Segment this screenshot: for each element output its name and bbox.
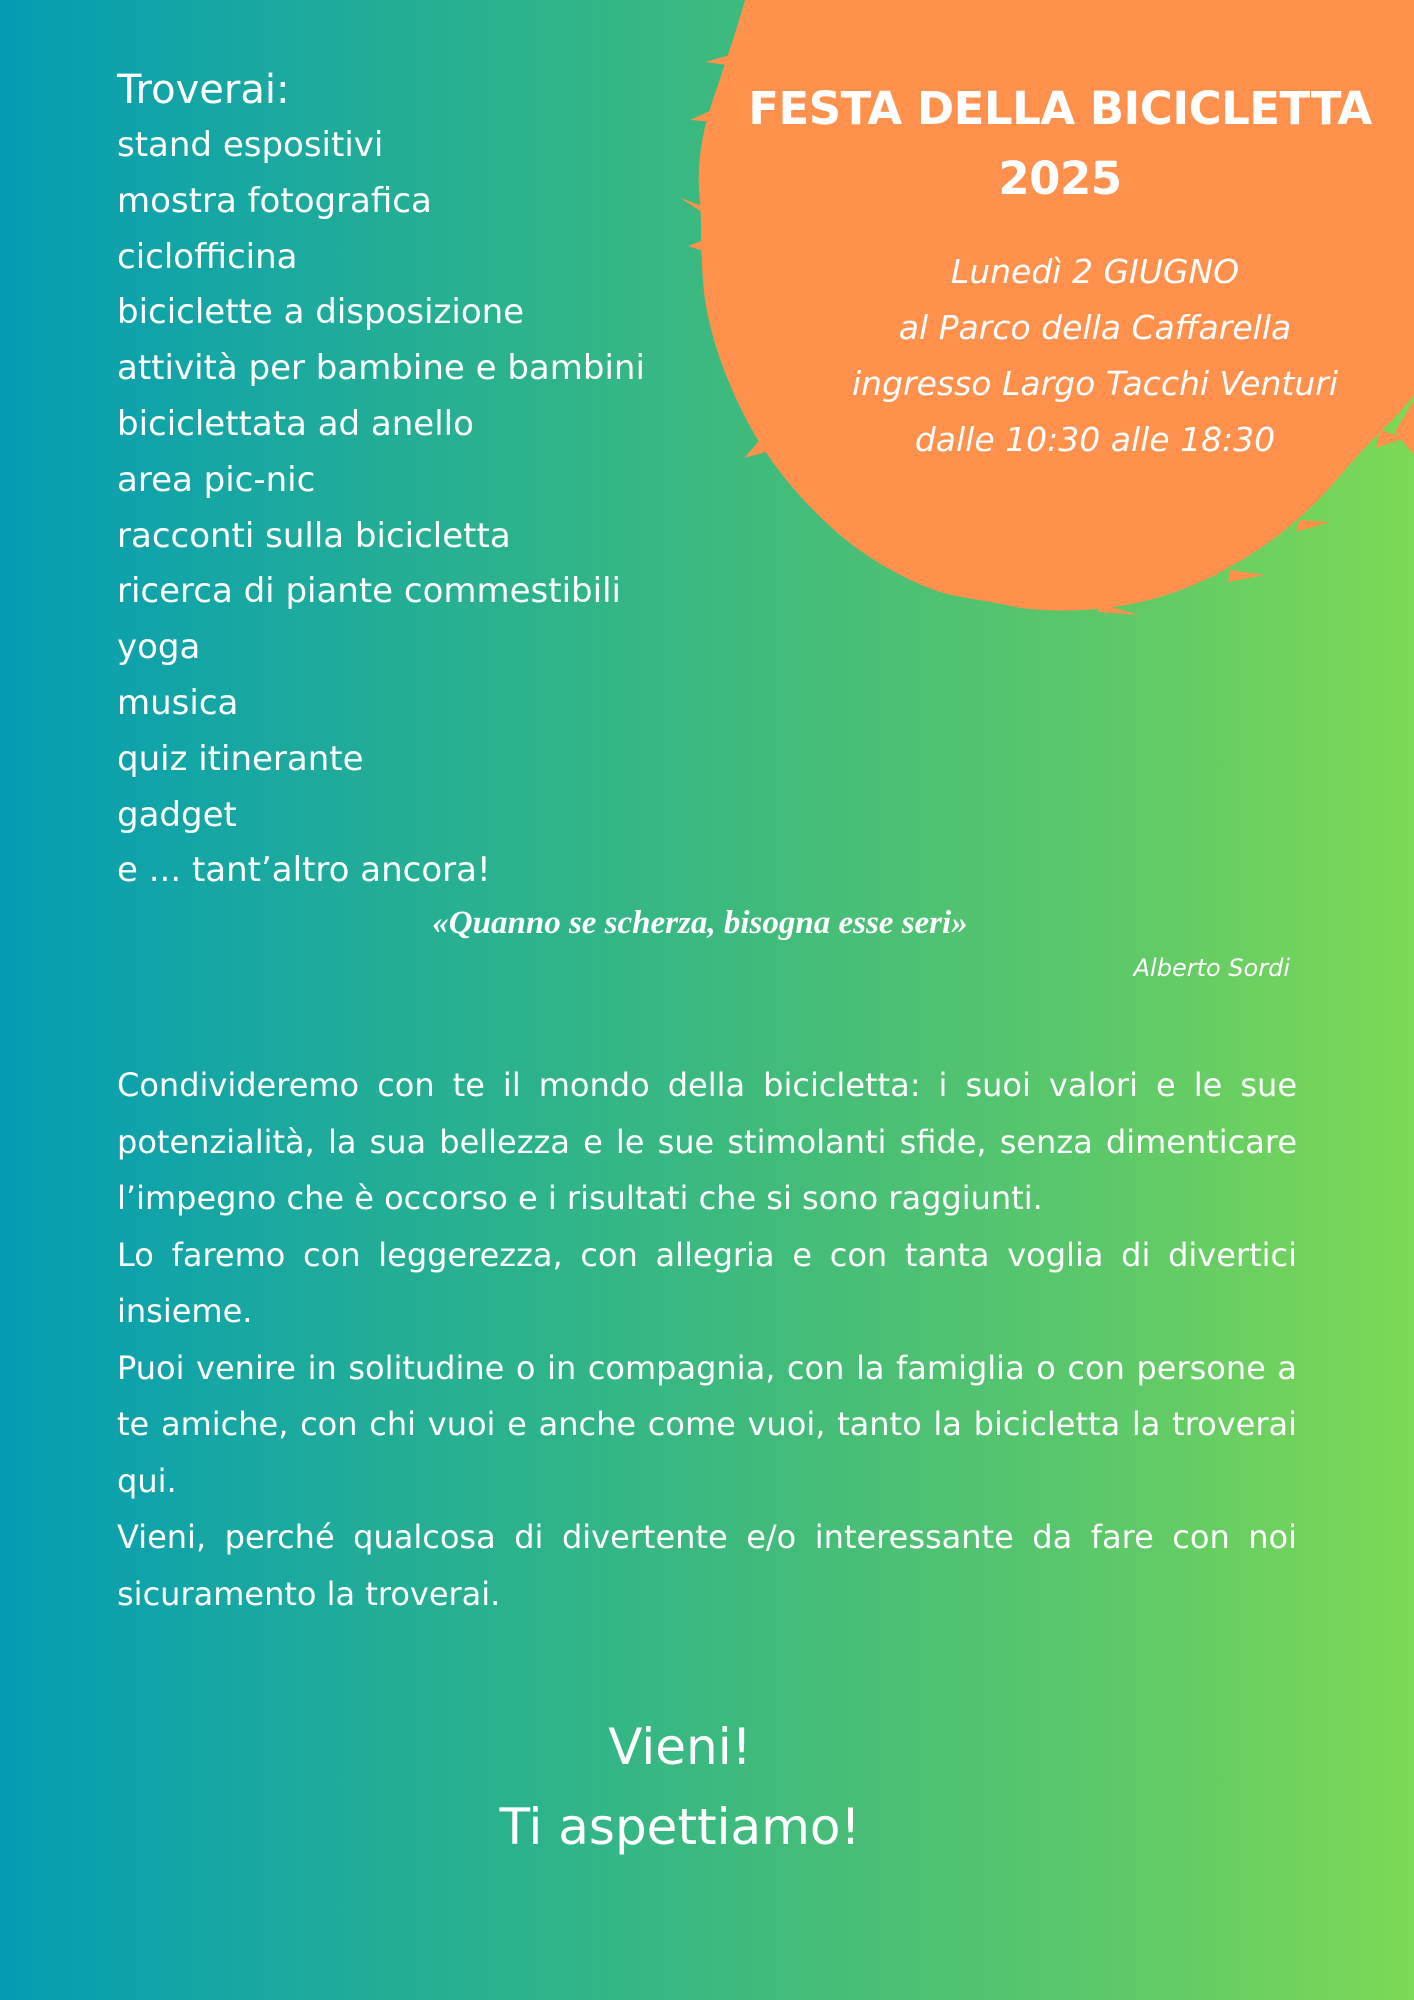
event-title-line1: FESTA DELLA BICICLETTA (748, 82, 1372, 135)
activities-list (117, 118, 717, 899)
activity-item: ricerca di piante commestibili (117, 571, 621, 612)
activity-item: gadget (117, 794, 237, 835)
quote-text: «Quanno se scherza, bisogna esse seri» (432, 905, 968, 941)
activity-item: e ... tant’altro ancora! (117, 850, 491, 891)
activity-item: musica (117, 682, 239, 723)
activity-item: ciclofficina (117, 236, 298, 277)
closing-line-2: Ti aspettiamo! (499, 1798, 861, 1856)
closing-line-1: Vieni! (608, 1718, 752, 1776)
activity-item: biciclette a disposizione (117, 292, 525, 333)
event-entrance: ingresso Largo Tacchi Venturi (852, 364, 1338, 403)
activity-item: quiz itinerante (117, 738, 364, 779)
quote-author: Alberto Sordi (1133, 954, 1290, 982)
event-date: Lunedì 2 GIUGNO (950, 252, 1240, 291)
event-title (710, 74, 1410, 214)
event-title-year: 2025 (998, 152, 1122, 205)
activity-item: attività per bambine e bambini (117, 348, 645, 389)
event-details (780, 244, 1410, 468)
activity-item: mostra fotografica (117, 180, 432, 221)
activity-item: stand espositivi (117, 125, 384, 165)
event-place: al Parco della Caffarella (898, 308, 1292, 347)
activity-item: racconti sulla bicicletta (117, 515, 511, 556)
activities-section (117, 62, 717, 899)
activity-item: yoga (117, 627, 201, 668)
activity-item: area pic-nic (117, 459, 316, 500)
description-paragraph: Lo faremo con leggerezza, con allegria e con tanta voglia di divertici insieme. (117, 1235, 1297, 1330)
activity-item: biciclettata ad anello (117, 403, 474, 444)
description-paragraph: Vieni, perché qualcosa di divertente e/o interessante da fare con noi sicuramento la troverai. (117, 1518, 1297, 1613)
description-paragraph: Puoi venire in solitudine o in compagnia, con la famiglia o con persone a te amiche, con chi vuoi e anche come vuoi, tanto la bicicletta la troverai qui. (117, 1348, 1297, 1500)
event-time: dalle 10:30 alle 18:30 (914, 420, 1276, 459)
description-paragraph: Condivideremo con te il mondo della bicicletta: i suoi valori e le sue potenzialità, la sua bellezza e le sue stimolanti sfide, senza dimenticare l’impegno che è occorso e i risultati che si sono raggiunti. (117, 1066, 1297, 1217)
activities-title: Troverai: (117, 67, 290, 113)
description (117, 1057, 1297, 1622)
